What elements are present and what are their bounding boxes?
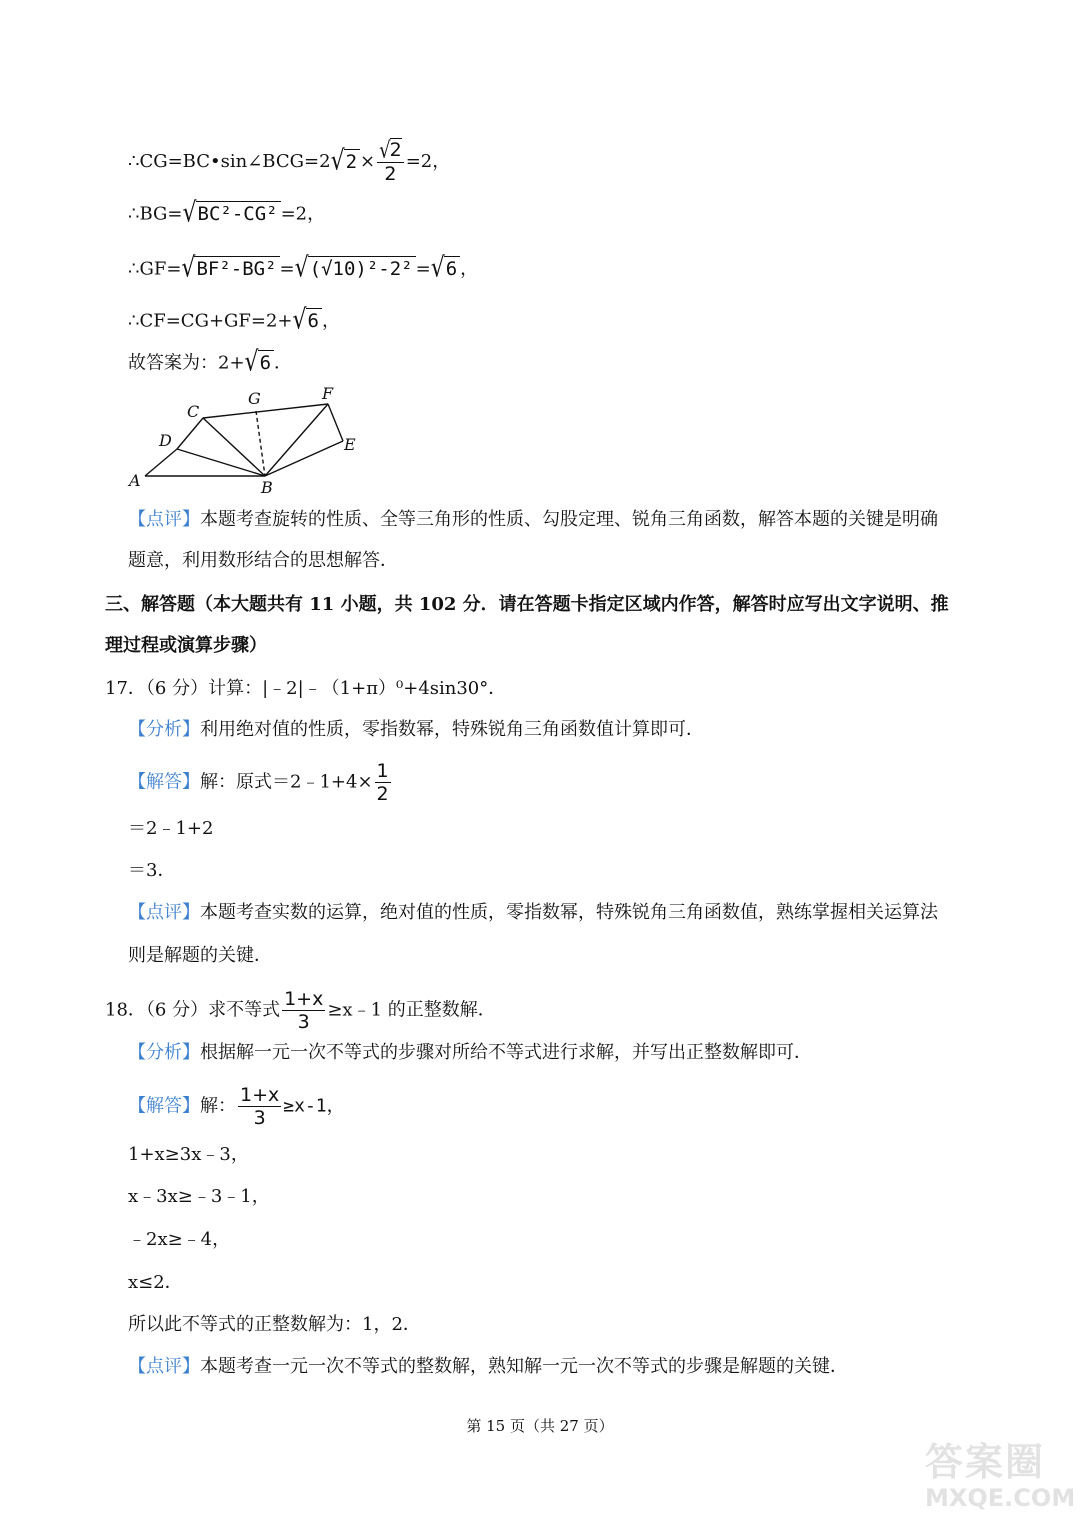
review-paragraph-1-cont: 题意，利用数形结合的思想解答． — [128, 550, 398, 571]
segment-ad — [145, 449, 177, 476]
q18-conclusion: 所以此不等式的正整数解为：1，2． — [128, 1314, 421, 1335]
label-e: E — [344, 435, 356, 454]
segment-dc — [177, 418, 203, 449]
sqrt-6: √6 — [245, 350, 274, 377]
q17-review: 【点评】本题考查实数的运算，绝对值的性质，零指数幂，特殊锐角三角函数值，熟练掌握相关运算法 — [128, 902, 938, 923]
review-paragraph-1: 【点评】本题考查旋转的性质、全等三角形的性质、勾股定理、锐角三角函数，解答本题的关键是明确 — [128, 509, 938, 530]
final-answer: 故答案为：2+√6 ． — [128, 346, 293, 378]
review-tag: 【点评】 — [128, 509, 200, 530]
fraction-1x-over-3: $\frac{1+x}{3}$ — [240, 1084, 280, 1129]
q18-step-2: x﹣3x≥﹣3﹣1， — [128, 1186, 270, 1207]
label-b: B — [261, 478, 273, 497]
sqrt-10-squared: √(√10)²-2² — [295, 256, 416, 283]
label-g: G — [248, 389, 261, 408]
sqrt-bf-bg: √BF²-BG² — [181, 256, 279, 283]
sqrt-6: √6 — [293, 308, 322, 335]
q18-review: 【点评】本题考查一元一次不等式的整数解，熟知解一元一次不等式的步骤是解题的关键． — [128, 1356, 848, 1377]
q18-step-4: x≤2． — [128, 1272, 183, 1293]
label-f: F — [322, 386, 334, 403]
analysis-tag: 【分析】 — [128, 1042, 200, 1063]
segment-eb — [265, 441, 343, 476]
formula-cg-prefix: ∴CG=BC•sin∠BCG=2 — [128, 151, 331, 172]
segment-fb — [265, 404, 328, 476]
segment-cb — [203, 418, 265, 476]
geometry-figure — [125, 386, 365, 498]
formula-gf: ∴GF=√BF²-BG² =√(√10)²-2² =√6 ， — [128, 252, 479, 284]
segment-cf — [203, 404, 328, 418]
segment-bg-dashed — [256, 411, 265, 476]
formula-bg: ∴BG=√BC²-CG² =2， — [128, 197, 326, 229]
q17-answer: 【解答】解：原式＝2﹣1+4× $\frac{1}{2}$ — [128, 760, 389, 805]
label-c: C — [187, 402, 200, 421]
formula-cf: ∴CF=CG+GF=2+√6 ， — [128, 304, 340, 336]
section-heading: 三、解答题（本大题共有 11 小题，共 102 分．请在答题卡指定区域内作答，解答时应写出文字说明、推 — [105, 594, 949, 615]
sqrt-6: √6 — [431, 256, 460, 283]
sqrt-bc-cg: √BC²-CG² — [182, 201, 280, 228]
label-d: D — [159, 431, 172, 450]
q18-step-1: 1+x≥3x﹣3， — [128, 1144, 249, 1165]
analysis-tag: 【分析】 — [128, 719, 200, 740]
page-footer: 第 15 页（共 27 页） — [466, 1417, 614, 1435]
label-a: A — [129, 471, 141, 490]
q17-step-1: ＝2﹣1+2 — [128, 818, 214, 839]
section-heading-cont: 理过程或演算步骤） — [105, 635, 267, 656]
fraction-one-half: $\frac{1}{2}$ — [376, 760, 389, 805]
segment-fe — [328, 404, 343, 441]
watermark-logo — [925, 1440, 1075, 1520]
q17-review-cont: 则是解题的关键． — [128, 945, 272, 966]
answer-tag: 【解答】 — [128, 771, 200, 793]
question-17-stem: 17．（6 分）计算：|﹣2|﹣（1+π）⁰+4sin30°． — [105, 678, 507, 699]
segment-db — [177, 449, 265, 476]
q18-analysis: 【分析】根据解一元一次不等式的步骤对所给不等式进行求解，并写出正整数解即可． — [128, 1042, 812, 1063]
q18-answer: 【解答】解： $\frac{1+x}{3}$ ≥x-1， — [128, 1084, 345, 1129]
fraction-sqrt2-over-2: $\frac{√2}{2}$ — [379, 137, 402, 185]
fraction-1x-over-3: $\frac{1+x}{3}$ — [284, 988, 324, 1033]
q17-analysis: 【分析】利用绝对值的性质，零指数幂，特殊锐角三角函数值计算即可． — [128, 719, 704, 740]
formula-cg: ∴CG=BC•sin∠BCG=2√2 × $\frac{√2}{2}$ =2， — [128, 137, 451, 185]
watermark-text: 答案圈 — [925, 1440, 1046, 1484]
answer-tag: 【解答】 — [128, 1095, 200, 1117]
review-tag: 【点评】 — [128, 1356, 200, 1377]
q18-step-3: ﹣2x≥﹣4， — [128, 1229, 231, 1250]
question-18-stem: 18．（6 分）求不等式 $\frac{1+x}{3}$ ≥x﹣1 的正整数解． — [105, 988, 496, 1033]
sqrt-2: √2 — [331, 149, 360, 176]
watermark-url: MXQE.COM — [925, 1484, 1076, 1512]
q17-step-2: ＝3． — [128, 860, 176, 881]
review-tag: 【点评】 — [128, 902, 200, 923]
